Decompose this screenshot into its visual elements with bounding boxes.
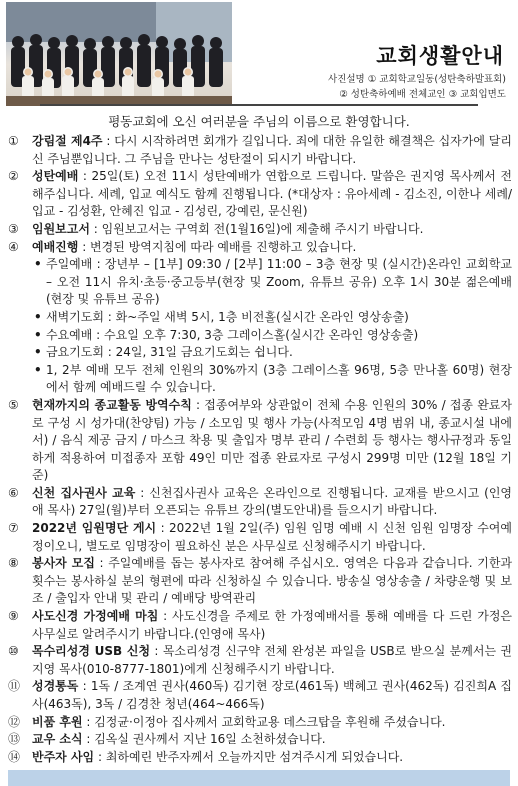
item-number: ⑪ bbox=[8, 679, 21, 694]
item-lead: 신천 집사권사 교육 bbox=[32, 485, 136, 500]
bullet-icon: • bbox=[34, 327, 42, 342]
item-text: : 최하예린 반주자께서 오늘까지만 섬겨주시게 되었습니다. bbox=[94, 749, 404, 764]
announcement-item bbox=[8, 133, 512, 168]
announcement-item bbox=[8, 749, 512, 767]
item-text: : 임원보고서는 구역회 전(1월16일)에 제출해 주시기 바랍니다. bbox=[89, 221, 424, 236]
welcome-message: 평동교회에 오신 여러분을 주님의 이름으로 환영합니다. bbox=[108, 114, 410, 129]
item-text: : 목소리성경 신구약 전체 완성본 파일을 USB로 받으실 분께서는 권지영 목사(010-8777-1801)에게 신청해주시기 바랍니다. bbox=[32, 644, 512, 676]
item-lead: 교우 소식 bbox=[32, 732, 83, 747]
item-lead: 현재까지의 종교활동 방역수칙 bbox=[32, 397, 192, 412]
item-lead: 반주자 사임 bbox=[32, 749, 95, 764]
item-lead: 성탄예배 bbox=[32, 169, 79, 184]
item-number: ① bbox=[8, 134, 19, 148]
announcement-item bbox=[8, 485, 512, 520]
header bbox=[0, 0, 518, 110]
worship-sub-item bbox=[8, 362, 512, 397]
bullet-icon: • bbox=[34, 257, 42, 272]
worship-sub-item bbox=[8, 344, 512, 362]
item-number: ③ bbox=[8, 221, 19, 236]
announcement-item bbox=[8, 714, 512, 732]
photo-caption-line1: 사진설명 ① 교회학교일동(성탄축하발표회) bbox=[328, 74, 506, 85]
item-text: : 2022년 1월 2일(주) 임원 임명 예배 시 신천 임원 임명장 수여예정이오니, 별도로 임명장이 필요하신 분은 사무실로 신청해주시기 바랍니다. bbox=[32, 521, 512, 553]
announcement-list bbox=[8, 133, 512, 766]
item-lead: 사도신경 가정예배 마침 bbox=[32, 609, 159, 624]
item-text: : 다시 시작하려면 회개가 길입니다. 죄에 대한 유일한 해결책은 십자가에 달리신 주님뿐입니다. 그 주님을 만나는 성탄절이 되시기 바랍니다. bbox=[32, 134, 512, 166]
announcement-item bbox=[8, 555, 512, 608]
worship-sub-text: 수요예배 : 수요일 오후 7:30, 3층 그레이스홀(실시간 온라인 영상송출) bbox=[46, 327, 419, 342]
item-text: : 접종여부와 상관없이 전체 수용 인원의 30% / 접종 완료자로 구성 시 성가대(찬양팀) 가능 / 소모임 및 행사 가능(사적모임 4명 범위 내, 종교시설 내에서) / 음식 제공 금지 / 마스크 착용 및 출입자 명부 관리 / 수련회 등 행사는 행사규정과 동일하게 적용하여 미접종자 포함 49인 미만 접종 완료자로 구성시 299명 미만 (12월 18일 기준) bbox=[32, 397, 512, 483]
item-text: : 1독 / 조계연 권사(460독) 김기현 장로(461독) 백혜고 권사(462독) 김진희A 집사(463독), 3독 / 김경찬 청년(464~466독) bbox=[32, 679, 512, 711]
item-text: : 25일(토) 오전 11시 성탄예배가 연합으로 드립니다. 말씀은 권지영 목사께서 전해주십니다. 세례, 입교 예식도 함께 진행됩니다. (*대상자 : 유아세례 - 김소진, 이한나 세례/입교 - 김성환, 안혜진 입교 - 김성린, 강예린, 문신원) bbox=[32, 169, 512, 219]
item-number: ② bbox=[8, 169, 19, 184]
item-number: ⑨ bbox=[8, 609, 19, 624]
item-text: : 김정균·이정아 집사께서 교회학교용 데스크탑을 후원해 주셨습니다. bbox=[82, 714, 446, 729]
item-lead: 임원보고서 bbox=[32, 221, 90, 236]
worship-sub-text: 금요기도회 : 24일, 31일 금요기도회는 쉽니다. bbox=[46, 345, 293, 360]
item-lead: 비품 후원 bbox=[32, 714, 83, 729]
announcement-item bbox=[8, 731, 512, 749]
item-lead: 목수리성경 USB 신청 bbox=[32, 644, 151, 659]
header-divider bbox=[40, 104, 478, 106]
bullet-icon: • bbox=[34, 362, 42, 377]
item-lead: 강림절 제4주 bbox=[32, 134, 103, 148]
item-text: : 주일예배를 돕는 봉사자로 참여해 주십시오. 영역은 다음과 같습니다. 기한과 횟수는 봉사하실 분의 형편에 따라 신청하실 수 있습니다. 방송실 영상송출 / 차량운행 및 보조 / 출입자 안내 및 관리 / 예배당 방역관리 bbox=[32, 556, 513, 606]
item-number: ⑧ bbox=[8, 556, 19, 571]
page-title: 교회생활안내 bbox=[376, 44, 504, 68]
bullet-icon: • bbox=[34, 309, 42, 324]
item-text: : 김옥실 권사께서 지난 16일 소천하셨습니다. bbox=[82, 732, 326, 747]
item-number: ⑬ bbox=[8, 732, 21, 747]
item-number: ⑤ bbox=[8, 397, 19, 412]
worship-sub-item bbox=[8, 256, 512, 309]
item-text: : 사도신경을 주제로 한 가정예배서를 통해 예배를 다 드린 가정은 사무실로 알려주시기 바랍니다.(인영애 목사) bbox=[32, 609, 512, 641]
item-lead: 예배진행 bbox=[32, 239, 79, 254]
worship-sub-text: 주일예배 : 장년부 – [1부] 09:30 / [2부] 11:00 – 3층 현장 및 (실시간)온라인 교회학교 – 오전 11시 유치·초등·중고등부(현장 및 Zoom, 유튜브 공유) 오후 1시 30분 젊은예배(현장 및 유튜브 공유) bbox=[46, 257, 512, 307]
item-text: : 신천집사권사 교육은 온라인으로 진행됩니다. 교재를 받으시고 (인영애 목사) 27일(월)부터 오픈되는 유튜브 강의(별도안내)를 들으시기 바랍니다. bbox=[32, 485, 513, 518]
group-photo-illustration bbox=[6, 2, 232, 106]
announcement-item bbox=[8, 678, 512, 713]
item-lead: 2022년 임원명단 게시 bbox=[32, 521, 157, 536]
item-number: ⑥ bbox=[8, 485, 19, 500]
item-text: : 변경된 방역지침에 따라 예배를 진행하고 있습니다. bbox=[78, 239, 357, 254]
footer-bar bbox=[8, 770, 510, 786]
bullet-icon: • bbox=[34, 345, 42, 360]
worship-sub-text: 새벽기도회 : 화~주일 새벽 5시, 1층 비전홀(실시간 온라인 영상송출) bbox=[46, 309, 409, 324]
announcement-item bbox=[8, 608, 512, 643]
announcement-item bbox=[8, 520, 512, 555]
announcement-item bbox=[8, 221, 512, 239]
worship-sub-item bbox=[8, 309, 512, 327]
announcement-item bbox=[8, 643, 512, 678]
item-lead: 성경통독 bbox=[32, 679, 79, 694]
church-group-photo bbox=[6, 2, 232, 106]
item-lead: 봉사자 모집 bbox=[32, 556, 95, 571]
item-number: ④ bbox=[8, 239, 19, 254]
worship-sub-text: 1, 2부 예배 모두 전체 인원의 30%까지 (3층 그레이스홀 96명, 5층 만나홀 60명) 현장에서 함께 예배드릴 수 있습니다. bbox=[46, 362, 512, 395]
item-number: ⑦ bbox=[8, 521, 19, 536]
item-number: ⑫ bbox=[8, 714, 21, 729]
announcement-item bbox=[8, 239, 512, 257]
announcement-item bbox=[8, 168, 512, 221]
photo-caption-line2: ② 성탄축하예배 전체교인 ③ 교회입면도 bbox=[339, 89, 506, 100]
announcement-item bbox=[8, 397, 512, 485]
item-number: ⑩ bbox=[8, 644, 19, 659]
item-number: ⑭ bbox=[8, 749, 21, 764]
worship-sub-item bbox=[8, 327, 512, 345]
